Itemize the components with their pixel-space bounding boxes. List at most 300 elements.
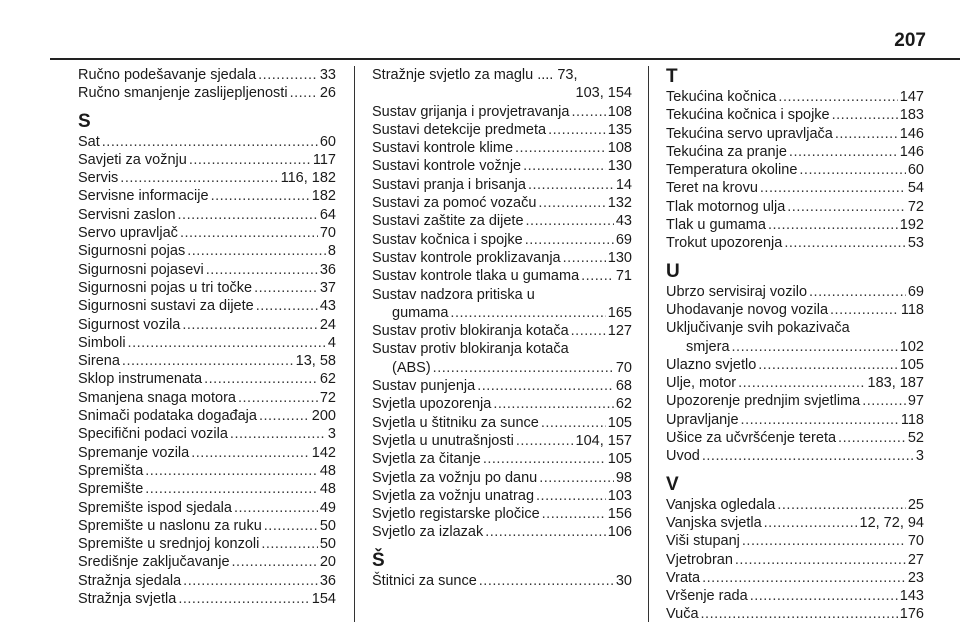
entry-page: 70 [907, 533, 924, 550]
index-entry [372, 523, 632, 541]
dot-leader [541, 414, 606, 432]
index-entry [78, 352, 336, 370]
dot-leader [191, 444, 310, 462]
dot-leader [778, 88, 897, 106]
index-entry [78, 480, 336, 498]
entry-label: Stražnja svjetla [78, 591, 177, 608]
entry-label: Temperatura okoline [666, 162, 798, 179]
entry-label: Tekućina kočnica [666, 89, 777, 105]
entry-label: Sustav protiv blokiranja kotača [372, 341, 569, 358]
dot-leader [254, 279, 318, 297]
index-entry [372, 194, 632, 212]
dot-leader [732, 338, 898, 356]
entry-label: Vršenje rada [666, 588, 748, 605]
dot-leader [838, 429, 906, 447]
entry-label: Vjetrobran [666, 551, 733, 568]
index-entry [78, 169, 336, 187]
entry-page: 14 [615, 176, 632, 193]
entry-label: Sklop instrumenata [78, 371, 203, 388]
index-entry [666, 514, 924, 532]
index-entry [666, 179, 924, 197]
dot-leader [832, 106, 898, 124]
index-entry [666, 392, 924, 410]
entry-page: 192 [899, 217, 924, 234]
dot-leader [526, 212, 614, 230]
entry-page: 127 [607, 323, 632, 340]
index-entry [78, 389, 336, 407]
entry-label: Savjeti za vožnju [78, 151, 187, 168]
index-entry [666, 338, 924, 356]
dot-leader [750, 587, 898, 605]
entry-page: 64 [319, 206, 336, 223]
index-entry [78, 462, 336, 480]
entry-label: Tlak motornog ulja [666, 198, 786, 215]
dot-leader [809, 283, 906, 301]
section-letter: Š [372, 549, 385, 571]
entry-label: Tekućina servo upravljača [666, 125, 833, 142]
dot-leader [264, 517, 318, 535]
dot-leader [102, 133, 318, 151]
dot-leader [528, 176, 614, 194]
dot-leader [538, 194, 605, 212]
entry-page: 116, 182 [280, 170, 336, 187]
page-number: 207 [894, 30, 926, 51]
entry-page: 3 [915, 448, 924, 465]
index-entry [372, 450, 632, 468]
entry-label: Servisne informacije [78, 188, 209, 205]
index-entry [78, 370, 336, 388]
dot-leader [204, 370, 318, 388]
index-entry [666, 356, 924, 374]
index-entry [666, 411, 924, 429]
index-entry [372, 322, 632, 340]
index-entry [372, 231, 632, 249]
dot-leader [189, 151, 311, 169]
header-rule [50, 58, 960, 60]
index-entry [372, 267, 632, 285]
section-letter: S [78, 110, 91, 132]
entry-label: Smanjena snaga motora [78, 389, 236, 406]
entry-label: Sigurnosni pojasevi [78, 261, 204, 278]
entry-page: 60 [319, 133, 336, 150]
entry-page: 142 [311, 444, 336, 461]
entry-page: 50 [319, 536, 336, 553]
index-entry [78, 572, 336, 590]
entry-label: Uhodavanje novog vozila [666, 301, 829, 318]
index-entry [666, 532, 924, 550]
index-entry [78, 133, 336, 151]
entry-label: Svjetla u štitniku za sunce [372, 414, 539, 431]
entry-label: Ručno podešavanje sjedala [78, 67, 257, 83]
index-entry [666, 551, 924, 569]
dot-leader [777, 496, 905, 514]
dot-leader [539, 469, 614, 487]
entry-page: 37 [319, 279, 336, 296]
index-entry [78, 444, 336, 462]
dot-leader [183, 572, 318, 590]
dot-leader [563, 249, 606, 267]
index-entry [78, 425, 336, 443]
entry-label: Vuča [666, 606, 699, 623]
dot-leader [485, 523, 606, 541]
entry-page: 132 [607, 195, 632, 212]
entry-page: 54 [907, 180, 924, 197]
dot-leader [523, 157, 606, 175]
entry-page: 36 [319, 261, 336, 278]
dot-leader [178, 206, 318, 224]
index-entry [666, 301, 924, 319]
index-entry [666, 161, 924, 179]
entry-label: Spremište [78, 481, 144, 498]
entry-page: 30 [615, 572, 632, 589]
index-entry [78, 206, 336, 224]
entry-page: 70 [615, 359, 632, 376]
index-entry [666, 88, 924, 106]
entry-label: Sustav kočnica i spojke [372, 231, 523, 248]
entry-page: 200 [311, 408, 336, 425]
entry-page: 8 [327, 243, 336, 260]
entry-page: 72 [319, 389, 336, 406]
entry-label: Sigurnost vozila [78, 316, 181, 333]
entry-page: 117 [312, 151, 336, 168]
section-letter: U [666, 260, 680, 282]
index-entry [666, 234, 924, 252]
dot-leader [787, 198, 906, 216]
dot-leader [799, 161, 905, 179]
dot-leader [234, 499, 318, 517]
index-entry [372, 505, 632, 523]
dot-leader [479, 572, 614, 590]
index-column-2 [372, 66, 632, 590]
entry-label: Sustav nadzora pritiska u [372, 286, 535, 303]
index-entry [372, 212, 632, 230]
entry-page: 3 [327, 426, 336, 443]
entry-label: Servo upravljač [78, 225, 178, 242]
dot-leader [493, 395, 614, 413]
index-column-1 [78, 66, 336, 608]
index-entry [372, 103, 632, 121]
entry-label: Sustav protiv blokiranja kotača [372, 323, 569, 340]
entry-page: 50 [319, 517, 336, 534]
entry-label: Viši stupanj [666, 533, 740, 550]
dot-leader [701, 605, 898, 623]
entry-label: Stražnje svjetlo za maglu .... 73, [372, 67, 578, 83]
index-entry [666, 569, 924, 587]
entry-label: Sat [78, 133, 100, 150]
index-entry [666, 587, 924, 605]
index-entry [78, 151, 336, 169]
entry-page: 48 [319, 462, 336, 479]
entry-label: Servis [78, 170, 119, 187]
index-entry [666, 283, 924, 301]
index-entry [372, 432, 632, 450]
dot-leader [741, 411, 899, 429]
index-entry [666, 106, 924, 124]
index-entry [372, 249, 632, 267]
entry-page: 156 [607, 506, 632, 523]
entry-label: Sustavi zaštite za dijete [372, 213, 524, 230]
entry-page: 48 [319, 481, 336, 498]
entry-page: 104, 157 [575, 432, 632, 449]
entry-label: Sustav grijanja i provjetravanja [372, 103, 570, 120]
entry-label: Vanjska ogledala [666, 496, 776, 513]
dot-leader [835, 125, 898, 143]
entry-label: Središnje zaključavanje [78, 554, 230, 571]
section-letter: T [666, 66, 678, 87]
index-entry [78, 187, 336, 205]
entry-page: 98 [615, 469, 632, 486]
entry-page: 70 [319, 225, 336, 242]
entry-page: 43 [319, 298, 336, 315]
dot-leader [525, 231, 614, 249]
entry-page: 52 [907, 430, 924, 447]
entry-page: 53 [907, 235, 924, 252]
entry-page: 24 [319, 316, 336, 333]
index-entry [372, 414, 632, 432]
entry-label: Uključivanje svih pokazivača [666, 320, 850, 337]
index-entry [372, 139, 632, 157]
entry-page: 72 [907, 198, 924, 215]
dot-leader [238, 389, 318, 407]
entry-label: Specifični podaci vozila [78, 426, 228, 443]
entry-label: Sustav kontrole proklizavanja [372, 249, 561, 266]
dot-leader [742, 532, 906, 550]
entry-page: 4 [327, 334, 336, 351]
section-letter: V [666, 473, 679, 495]
dot-leader [258, 66, 318, 84]
entry-page: 68 [615, 378, 632, 395]
dot-leader [128, 334, 326, 352]
index-entry [666, 216, 924, 234]
entry-label: Svjetla upozorenja [372, 396, 492, 413]
dot-leader [120, 169, 278, 187]
column-divider [354, 66, 355, 622]
entry-label: Sigurnosni sustavi za dijete [78, 298, 254, 315]
dot-leader [542, 505, 606, 523]
index-entry [78, 590, 336, 608]
entry-label: Spremanje vozila [78, 444, 190, 461]
entry-label: Svjetlo za izlazak [372, 524, 484, 541]
index-entry [372, 377, 632, 395]
entry-label: Spremište u srednjoj konzoli [78, 536, 260, 553]
entry-page: 118 [900, 301, 924, 318]
index-entry [666, 429, 924, 447]
entry-label: Sustavi kontrole vožnje [372, 158, 522, 175]
entry-label: Tekućina kočnica i spojke [666, 107, 830, 124]
entry-label: Uvod [666, 448, 700, 465]
entry-page: 130 [607, 158, 632, 175]
entry-label: Vrata [666, 569, 701, 586]
dot-leader [232, 553, 318, 571]
entry-page: 118 [900, 411, 924, 428]
index-entry [372, 487, 632, 505]
dot-leader [182, 316, 318, 334]
entry-page: 43 [615, 213, 632, 230]
entry-page: 26 [319, 85, 336, 102]
dot-leader [145, 480, 318, 498]
entry-page: 105 [899, 356, 924, 373]
index-entry [78, 242, 336, 260]
entry-page: 20 [319, 554, 336, 571]
entry-page: 102 [899, 338, 924, 355]
entry-label: Spremište u naslonu za ruku [78, 517, 262, 534]
entry-label: Sigurnosni pojas [78, 243, 186, 260]
dot-leader [735, 551, 906, 569]
index-entry [372, 157, 632, 175]
entry-label: Vanjska svjetla [666, 514, 762, 531]
dot-leader [483, 450, 606, 468]
entry-label: Trokut upozorenja [666, 235, 783, 252]
dot-leader [145, 462, 318, 480]
entry-label: Sigurnosni pojas u tri točke [78, 279, 253, 296]
dot-leader [862, 392, 906, 410]
entry-page: 69 [615, 231, 632, 248]
entry-label: Sustavi detekcije predmeta [372, 121, 547, 138]
index-entry [372, 572, 632, 590]
entry-label: Sustavi za pomoć vozaču [372, 195, 537, 212]
entry-page: 27 [907, 551, 924, 568]
entry-label: Ulazno svjetlo [666, 356, 757, 373]
dot-leader [571, 103, 605, 121]
entry-page: 147 [899, 89, 924, 105]
index-entry [78, 279, 336, 297]
entry-page: 60 [907, 162, 924, 179]
entry-label: gumama [392, 304, 449, 321]
index-entry [372, 304, 632, 322]
index-entry [78, 407, 336, 425]
entry-page: 62 [615, 396, 632, 413]
entry-page: 49 [319, 499, 336, 516]
index-entry [666, 447, 924, 465]
dot-leader [450, 304, 605, 322]
entry-page: 62 [319, 371, 336, 388]
entry-label: Simboli [78, 334, 126, 351]
entry-page: 71 [615, 268, 632, 285]
dot-leader [789, 143, 898, 161]
column-divider [648, 66, 649, 622]
dot-leader [187, 242, 326, 260]
entry-page: 183, 187 [867, 375, 924, 392]
dot-leader [516, 432, 574, 450]
dot-leader [571, 322, 606, 340]
index-entry [666, 198, 924, 216]
dot-leader [122, 352, 294, 370]
entry-page: 13, 58 [295, 353, 336, 370]
index-entry [78, 553, 336, 571]
entry-page: 12, 72, 94 [859, 514, 924, 531]
entry-label: Stražnja sjedala [78, 572, 182, 589]
dot-leader [768, 216, 898, 234]
entry-label: Svjetla za čitanje [372, 451, 481, 468]
index-entry [78, 261, 336, 279]
entry-page: 108 [607, 140, 632, 157]
dot-leader [477, 377, 614, 395]
entry-page: 33 [319, 67, 336, 83]
entry-label: Tekućina za pranje [666, 143, 787, 160]
entry-label: Upravljanje [666, 411, 739, 428]
entry-label: Spremište ispod sjedala [78, 499, 232, 516]
dot-leader [702, 569, 906, 587]
dot-leader [760, 179, 906, 197]
dot-leader [259, 407, 310, 425]
entry-label: Teret na krovu [666, 180, 758, 197]
entry-label: Svjetlo registarske pločice [372, 506, 540, 523]
entry-page: 103, 154 [575, 85, 632, 102]
entry-page: 69 [907, 283, 924, 300]
entry-label: Sustavi kontrole klime [372, 140, 514, 157]
dot-leader [256, 297, 318, 315]
entry-label: Ušice za učvršćenje tereta [666, 430, 837, 447]
dot-leader [784, 234, 906, 252]
entry-page: 143 [899, 588, 924, 605]
entry-label: smjera [686, 338, 730, 355]
entry-page: 154 [311, 591, 336, 608]
dot-leader [758, 356, 898, 374]
entry-page: 146 [899, 143, 924, 160]
entry-page: 183 [899, 107, 924, 124]
entry-page: 23 [907, 569, 924, 586]
entry-label: Štitnici za sunce [372, 572, 477, 589]
entry-label: Upozorenje prednjim svjetlima [666, 393, 861, 410]
entry-page: 135 [607, 121, 632, 138]
entry-page: 105 [607, 451, 632, 468]
index-entry [666, 605, 924, 623]
dot-leader [261, 535, 318, 553]
entry-page: 182 [311, 188, 336, 205]
index-entry [666, 125, 924, 143]
index-entry [78, 535, 336, 553]
dot-leader [536, 487, 606, 505]
entry-label: Sustavi pranja i brisanja [372, 176, 526, 193]
index-entry [78, 84, 336, 102]
index-entry [372, 121, 632, 139]
dot-leader [702, 447, 914, 465]
entry-label: Tlak u gumama [666, 217, 766, 234]
entry-label: Snimači podataka događaja [78, 408, 257, 425]
index-entry [666, 143, 924, 161]
index-entry [372, 395, 632, 413]
entry-label: Sustav kontrole tlaka u gumama [372, 268, 580, 285]
entry-page: 105 [607, 414, 632, 431]
index-entry [666, 496, 924, 514]
index-entry [78, 334, 336, 352]
index-entry [78, 66, 336, 84]
entry-label: Sirena [78, 353, 120, 370]
index-entry [666, 374, 924, 392]
index-entry [78, 517, 336, 535]
entry-page: 25 [907, 496, 924, 513]
entry-page: 146 [899, 125, 924, 142]
dot-leader [581, 267, 614, 285]
index-entry [372, 469, 632, 487]
dot-leader [290, 84, 318, 102]
index-entry [372, 176, 632, 194]
entry-label: Ubrzo servisiraj vozilo [666, 283, 808, 300]
dot-leader [211, 187, 310, 205]
entry-label: Svjetla za vožnju unatrag [372, 487, 535, 504]
dot-leader [433, 359, 614, 377]
dot-leader [764, 514, 858, 532]
dot-leader [515, 139, 606, 157]
entry-label: Sustav punjenja [372, 378, 476, 395]
dot-leader [548, 121, 606, 139]
index-entry [78, 224, 336, 242]
entry-page: 165 [607, 304, 632, 321]
dot-leader [206, 261, 318, 279]
index-entry [78, 316, 336, 334]
entry-label: Servisni zaslon [78, 206, 176, 223]
entry-label: (ABS) [392, 359, 431, 376]
